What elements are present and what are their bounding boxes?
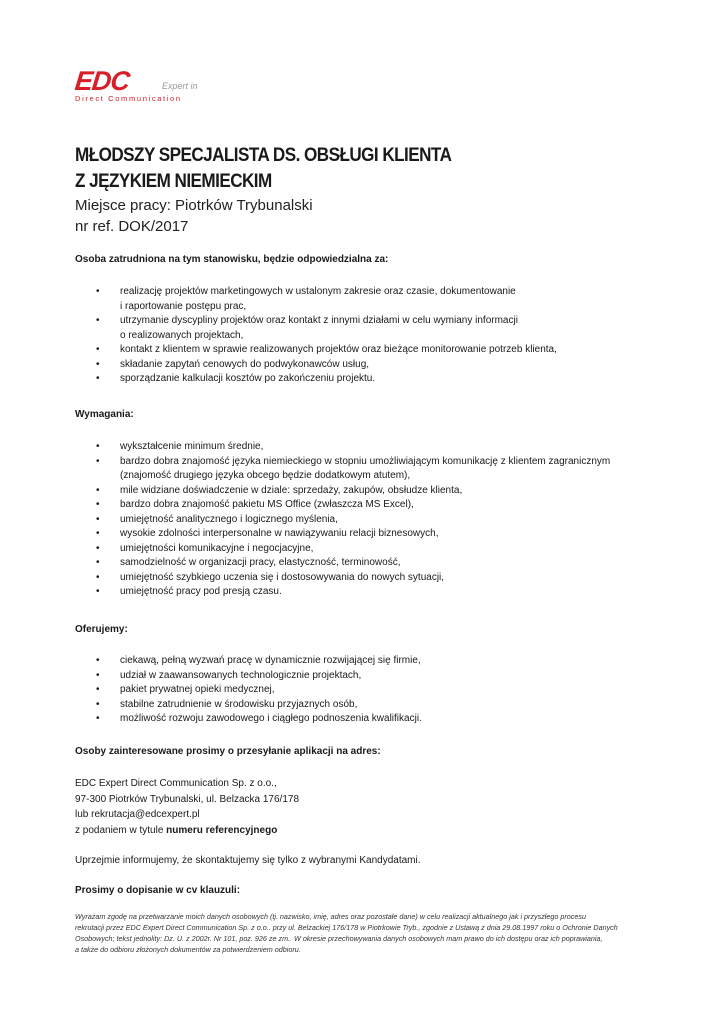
clause-line: Osobowych; tekst jednolity: Dz. U. z 2002r. Nr 101, poz. 926 ze zm.. W okresie przechowywania danych osobowych mam prawo do ich dostępu oraz ich poprawiania, [75, 934, 603, 943]
company-name: EDC Expert Direct Communication Sp. z o.o., [75, 778, 277, 789]
job-title-line-2: Z JĘZYKIEM NIEMIECKIM [75, 171, 272, 192]
clause-line: rekrutacji przez EDC Expert Direct Communication Sp. z o.o.. przy ul. Belzackiej 176/178 w Piotrkowie Tryb., zgodnie z Ustawą z dnia 29.08.1997 roku o Ochronie Danych [75, 923, 618, 932]
bullet-icon: • [96, 344, 100, 355]
list-item: • umiejętność szybkiego uczenia się i dostosowywania do nowych sytuacji, [96, 571, 610, 586]
list-item: • realizację projektów marketingowych w ustalonym zakresie oraz czasie, dokumentowanie i raportowanie postępu prac, [96, 286, 516, 312]
gdpr-clause [75, 911, 655, 955]
list-item: • umiejętność pracy pod presją czasu. [96, 585, 610, 600]
apply-heading: Osoby zainteresowane prosimy o przesyłanie aplikacji na adres: [75, 746, 381, 757]
bullet-icon: • [96, 286, 100, 297]
requirements-list [96, 440, 610, 600]
offer-list [96, 654, 422, 727]
job-title [75, 143, 579, 195]
list-item: • umiejętności komunikacyjne i negocjacyjne, [96, 542, 610, 557]
bullet-icon: • [96, 684, 100, 695]
contact-notice: Uprzejmie informujemy, że skontaktujemy się tylko z wybranymi Kandydatami. [75, 855, 421, 866]
logo-sub: Expert in [162, 81, 198, 91]
list-item: • wykształcenie minimum średnie, [96, 440, 610, 455]
job-meta [75, 195, 313, 237]
list-item: • stabilne zatrudnienie w środowisku przyjaznych osób, [96, 698, 422, 713]
bullet-icon: • [96, 513, 100, 525]
list-item: • bardzo dobra znajomość języka niemieckiego w stopniu umożliwiającym komunikację z klientem zagranicznym (znajomość drugiego języka obcego będzie dodatkowym atutem), [96, 455, 611, 481]
job-reference: nr ref. DOK/2017 [75, 218, 189, 235]
logo-mark: EDC [73, 66, 131, 96]
bullet-icon: • [96, 441, 100, 452]
bullet-icon: • [96, 698, 100, 710]
bullet-icon: • [96, 586, 100, 597]
subject-line: z podaniem w tytule numeru referencyjnego [75, 824, 278, 836]
contact-address [75, 776, 299, 838]
postal-address: 97-300 Piotrków Trybunalski, ul. Belzacka 176/178 [75, 793, 300, 805]
list-item: • kontakt z klientem w sprawie realizowanych projektów oraz bieżące monitorowanie potrzeb klienta, [96, 343, 557, 358]
bullet-icon: • [96, 373, 100, 384]
list-item: • ciekawą, pełną wyzwań pracę w dynamicznie rozwijającej się firmie, [96, 654, 422, 669]
bullet-icon: • [96, 528, 100, 539]
responsibilities-list [96, 285, 557, 387]
list-item: • możliwość rozwoju zawodowego i ciągłego podnoszenia kwalifikacji. [96, 712, 422, 727]
list-item: • utrzymanie dyscypliny projektów oraz kontakt z innymi działami w celu wymiany informacji o realizowanych projektach, [96, 315, 518, 341]
bullet-icon: • [96, 358, 100, 370]
bullet-icon: • [96, 655, 100, 666]
list-item: • składanie zapytań cenowych do podwykonawców usług, [96, 358, 557, 373]
list-item: • udział w zaawansowanych technologicznie projektach, [96, 669, 422, 684]
list-item: • wysokie zdolności interpersonalne w nawiązywaniu relacji biznesowych, [96, 527, 610, 542]
bullet-icon: • [96, 315, 100, 326]
logo-tagline: Direct Communication [75, 94, 182, 103]
bullet-icon: • [96, 571, 100, 583]
list-item: • umiejętność analitycznego i logicznego myślenia, [96, 513, 610, 528]
requirements-heading: Wymagania: [75, 409, 134, 420]
bullet-icon: • [96, 557, 100, 568]
edc-logo [75, 68, 215, 104]
bullet-icon: • [96, 499, 100, 510]
bullet-icon: • [96, 542, 100, 554]
email-line[interactable]: lub rekrutacja@edcexpert.pl [75, 809, 200, 820]
offer-heading: Oferujemy: [75, 624, 128, 635]
job-location: Miejsce pracy: Piotrków Trybunalski [75, 197, 313, 214]
list-item: • mile widziane doświadczenie w dziale: sprzedaży, zakupów, obsłudze klienta, [96, 484, 610, 499]
bullet-icon: • [96, 455, 100, 467]
subject-bold: numeru referencyjnego [166, 824, 278, 836]
bullet-icon: • [96, 484, 100, 496]
list-item: • pakiet prywatnej opieki medycznej, [96, 683, 422, 698]
list-item: • samodzielność w organizacji pracy, elastyczność, terminowość, [96, 556, 610, 571]
list-item: • bardzo dobra znajomość pakietu MS Office (zwłaszcza MS Excel), [96, 498, 610, 513]
job-title-line-1: MŁODSZY SPECJALISTA DS. OBSŁUGI KLIENTA [75, 145, 452, 166]
clause-heading: Prosimy o dopisanie w cv klauzuli: [75, 885, 241, 896]
bullet-icon: • [96, 669, 100, 681]
list-item: • sporządzanie kalkulacji kosztów po zakończeniu projektu. [96, 372, 557, 387]
bullet-icon: • [96, 713, 100, 724]
responsibilities-heading: Osoba zatrudniona na tym stanowisku, będzie odpowiedzialna za: [75, 254, 389, 265]
clause-line: a także do odbioru złożonych dokumentów za potwierdzeniem odbioru. [75, 945, 301, 954]
clause-line: Wyrażam zgodę na przetwarzanie moich danych osobowych (tj. nazwisko, imię, adres oraz pozostałe dane) w celu realizacji aktualnego jak i przyszłego procesu [75, 912, 586, 921]
